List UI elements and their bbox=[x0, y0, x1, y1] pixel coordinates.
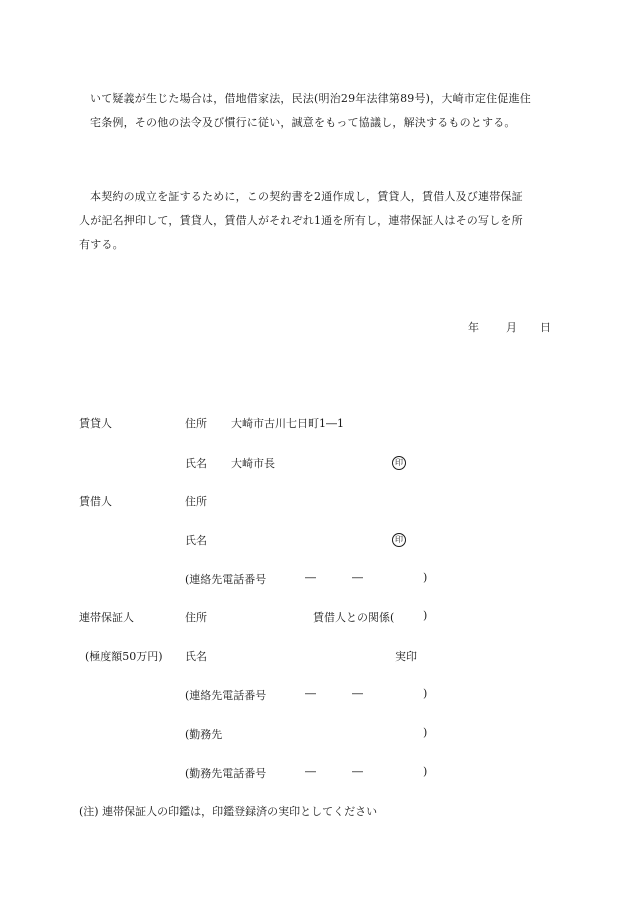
phone-close-paren: ) bbox=[423, 571, 428, 584]
phone-dash: ― bbox=[352, 571, 363, 584]
employer-close-paren: ) bbox=[423, 726, 428, 739]
guarantor-work-phone-label: (勤務先電話番号 bbox=[185, 767, 267, 780]
relation-close-paren: ) bbox=[423, 609, 428, 622]
seal-icon: 印 bbox=[392, 533, 406, 547]
clause-line: いて疑義が生じた場合は，借地借家法，民法(明治29年法律第89号)，大崎市定住促進住 bbox=[90, 92, 531, 105]
guarantor-phone-label: (連絡先電話番号 bbox=[185, 689, 267, 702]
clause-line: 本契約の成立を証するために，この契約書を2通作成し，賃貸人，賃借人及び連帯保証 bbox=[90, 190, 523, 203]
phone-dash: ― bbox=[305, 687, 316, 700]
seal-icon: 印 bbox=[392, 456, 406, 470]
clause-line: 宅条例，その他の法令及び慣行に従い，誠意をもって協議し，解決するものとする。 bbox=[90, 116, 516, 129]
guarantor-registered-seal-label: 実印 bbox=[395, 650, 417, 663]
lessor-role-label: 賃貸人 bbox=[79, 417, 112, 430]
clause-line: 有する。 bbox=[79, 238, 124, 251]
date-day: 日 bbox=[540, 321, 551, 334]
guarantor-relation-label: 賃借人との関係( bbox=[313, 611, 395, 624]
lessor-seal-mark bbox=[392, 455, 406, 470]
guarantor-limit-label: (極度額50万円) bbox=[85, 650, 163, 663]
lessee-phone-label: (連絡先電話番号 bbox=[185, 573, 267, 586]
lessee-role-label: 賃借人 bbox=[79, 495, 112, 508]
phone-close-paren: ) bbox=[423, 765, 428, 778]
lessor-address-label: 住所 bbox=[185, 417, 207, 430]
guarantor-address-label: 住所 bbox=[185, 611, 207, 624]
lessee-address-label: 住所 bbox=[185, 495, 207, 508]
guarantor-role-label: 連帯保証人 bbox=[79, 611, 134, 624]
phone-close-paren: ) bbox=[423, 687, 428, 700]
lessor-name-value: 大崎市長 bbox=[231, 457, 275, 470]
guarantor-employer-label: (勤務先 bbox=[185, 728, 223, 741]
phone-dash: ― bbox=[352, 765, 363, 778]
phone-dash: ― bbox=[352, 687, 363, 700]
date-month: 月 bbox=[506, 321, 517, 334]
clause-dispute-paragraph bbox=[79, 87, 551, 135]
clause-line: 人が記名押印して，賃貸人，賃借人がそれぞれ1通を所有し，連帯保証人はその写しを所 bbox=[79, 214, 523, 227]
clause-execution-paragraph bbox=[79, 185, 551, 257]
lessor-name-label: 氏名 bbox=[185, 457, 207, 470]
lessee-name-label: 氏名 bbox=[185, 534, 207, 547]
date-year: 年 bbox=[468, 321, 479, 334]
lessor-address-value: 大崎市古川七日町1―1 bbox=[231, 417, 344, 430]
guarantor-seal-note: (注) 連帯保証人の印鑑は，印鑑登録済の実印としてください bbox=[79, 805, 378, 818]
guarantor-name-label: 氏名 bbox=[185, 650, 207, 663]
phone-dash: ― bbox=[305, 765, 316, 778]
phone-dash: ― bbox=[305, 571, 316, 584]
lessee-seal-mark bbox=[392, 532, 406, 547]
